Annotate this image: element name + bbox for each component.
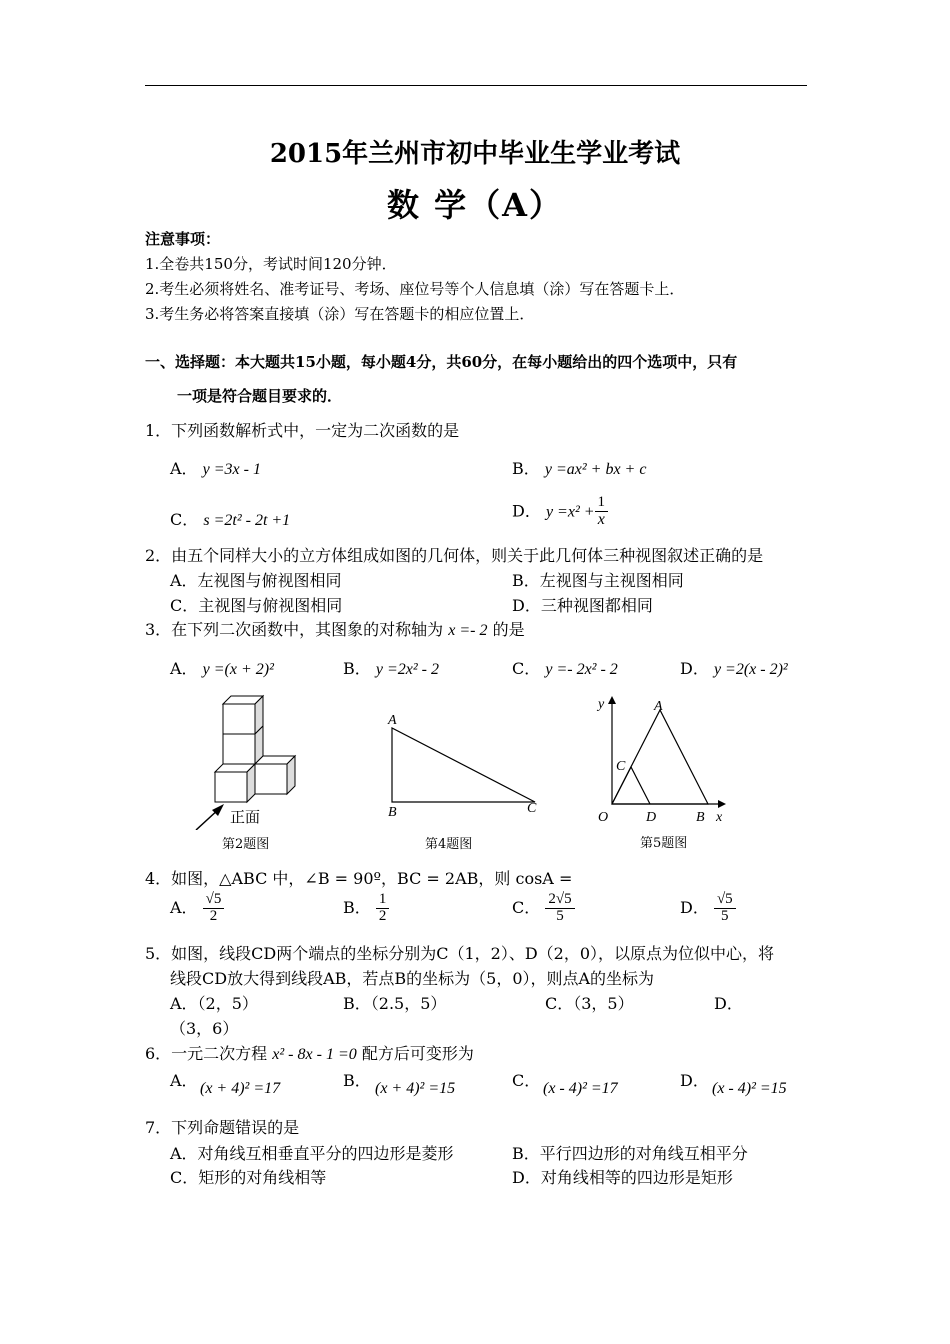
q7-option-b: B．平行四边形的对角线互相平分 <box>512 1144 748 1163</box>
exam-subject: 数 学（A） <box>387 186 563 224</box>
figure-5-coordinate <box>592 692 732 828</box>
q5-line2: 线段CD放大得到线段AB，若点B的坐标为（5，0），则点A的坐标为 <box>170 969 655 988</box>
q6-option-c-label: C． <box>512 1071 541 1090</box>
q4-stem: 4．如图，△ABC 中，∠B = 90º，BC = 2AB，则 cosA = <box>145 869 573 888</box>
q2-option-c: C．主视图与俯视图相同 <box>170 596 343 615</box>
q7-option-c: C．矩形的对角线相等 <box>170 1168 327 1187</box>
section1-line2: 一项是符合题目要求的． <box>177 387 343 405</box>
figure-5-label-x: x <box>716 810 723 825</box>
figure-5-caption: 第5题图 <box>640 836 688 851</box>
figure-4-label-b: B <box>388 805 397 820</box>
q6-option-d-label: D． <box>680 1071 709 1090</box>
figure-2-front-label: 正面 <box>230 808 261 826</box>
figure-4-caption: 第4题图 <box>425 837 473 852</box>
q2-option-a: A．左视图与俯视图相同 <box>170 571 342 590</box>
figure-4-label-c: C <box>527 801 537 816</box>
q6-option-b-label: B． <box>343 1071 371 1090</box>
q1-option-d: D． y =x² + $\frac{1}{x}$ <box>512 495 608 529</box>
q6-option-c: (x - 4)² =17 <box>543 1080 618 1097</box>
q5-option-c: C．（3，5） <box>545 994 634 1013</box>
q1-stem: 1．下列函数解析式中，一定为二次函数的是 <box>145 421 460 440</box>
q7-option-d: D．对角线相等的四边形是矩形 <box>512 1168 733 1187</box>
figure-5-label-a: A <box>654 699 663 714</box>
figure-4-triangle <box>380 705 550 820</box>
q6-option-a: (x + 4)² =17 <box>200 1080 281 1097</box>
figure-5-label-b: B <box>696 810 705 825</box>
q2-stem: 2．由五个同样大小的立方体组成如图的几何体，则关于此几何体三种视图叙述正确的是 <box>145 546 764 565</box>
q6-stem: 6．一元二次方程 x² - 8x - 1 =0 配方后可变形为 <box>145 1044 474 1063</box>
notes-heading: 注意事项： <box>145 230 221 248</box>
q4-option-c: C． $\frac{2√5}{5}$ <box>512 892 575 925</box>
q3-option-d: D． y =2(x - 2)² <box>680 659 788 678</box>
q5-line1: 5．如图，线段CD两个端点的坐标分别为C（1，2）、D（2，0），以原点为位似中心，将 <box>145 944 775 963</box>
q4-option-a: A． $\frac{√5}{2}$ <box>170 892 224 925</box>
note-1: 1.全卷共150分，考试时间120分钟． <box>145 255 397 273</box>
q3-option-b: B． y =2x² - 2 <box>343 659 439 678</box>
q5-option-d-value: （3，6） <box>170 1019 239 1038</box>
q1-option-b: B． y =ax² + bx + c <box>512 459 647 478</box>
q6-option-a-label: A． <box>170 1071 198 1090</box>
section1-line1: 一、选择题：本大题共15小题，每小题4分，共60分，在每小题给出的四个选项中，只有 <box>145 353 738 371</box>
figure-4-label-a: A <box>388 713 397 728</box>
header-rule <box>145 85 807 86</box>
q2-option-b: B．左视图与主视图相同 <box>512 571 684 590</box>
figure-5-label-y: y <box>598 697 605 712</box>
figure-5-label-o: O <box>598 810 609 825</box>
q6-option-d: (x - 4)² =15 <box>712 1080 787 1097</box>
q5-option-b: B．（2.5，5） <box>343 994 447 1013</box>
figure-2-caption: 第2题图 <box>222 837 270 852</box>
q6-option-b: (x + 4)² =15 <box>375 1080 456 1097</box>
q2-option-d: D．三种视图都相同 <box>512 596 653 615</box>
note-2: 2.考生必须将姓名、准考证号、考场、座位号等个人信息填（涂）写在答题卡上． <box>145 280 685 298</box>
q5-option-a: A．（2，5） <box>170 994 258 1013</box>
q4-option-b: B． $\frac{1}{2}$ <box>343 892 389 925</box>
q4-option-d: D． $\frac{√5}{5}$ <box>680 892 736 925</box>
figure-5-label-c: C <box>616 759 626 774</box>
q5-option-d-label: D． <box>714 994 743 1013</box>
q3-option-a: A． y =(x + 2)² <box>170 659 274 678</box>
q7-stem: 7．下列命题错误的是 <box>145 1118 300 1137</box>
exam-title: 2015年兰州市初中毕业生学业考试 <box>269 139 681 169</box>
q7-option-a: A．对角线互相垂直平分的四边形是菱形 <box>170 1144 454 1163</box>
q3-stem: 3．在下列二次函数中，其图象的对称轴为 x =- 2 的是 <box>145 620 525 639</box>
q3-option-c: C． y =- 2x² - 2 <box>512 659 618 678</box>
figure-5-label-d: D <box>646 810 657 825</box>
q1-option-c: C． s =2t² - 2t +1 <box>170 510 291 529</box>
note-3: 3.考生务必将答案直接填（涂）写在答题卡的相应位置上． <box>145 305 535 323</box>
q1-option-a: A． y =3x - 1 <box>170 459 261 478</box>
